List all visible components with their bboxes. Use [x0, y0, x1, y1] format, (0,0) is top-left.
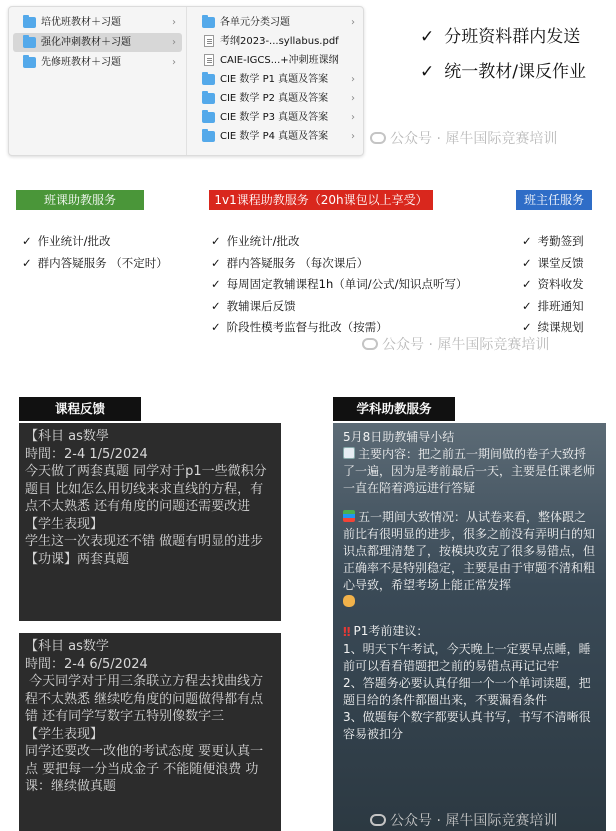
top-check-1 — [420, 22, 580, 47]
course-feedback-header: 课程反馈 — [19, 397, 141, 421]
check-icon: ✓ — [211, 255, 221, 270]
folder-icon — [23, 37, 36, 48]
double-exclamation-icon: ‼ — [343, 625, 351, 639]
one-on-one-service-list — [211, 231, 468, 339]
finder-item-label: 培优班教材＋习题 — [41, 17, 121, 28]
folder-icon — [23, 57, 36, 68]
tutor-chat-message — [333, 423, 606, 831]
chat-line — [343, 446, 596, 497]
chat-line — [343, 429, 596, 446]
service-item-text: 课堂反馈 — [537, 255, 584, 270]
watermark — [362, 334, 549, 354]
folder-icon — [202, 74, 215, 85]
chevron-right-icon: › — [172, 17, 176, 28]
folder-icon — [23, 17, 36, 28]
finder-folder-item[interactable] — [13, 33, 182, 52]
feedback-line: 学生这一次表现还不错 做题有明显的进步 — [25, 534, 264, 549]
chat-line — [343, 709, 596, 743]
finder-item-label: CIE 数学 P2 真题及答案 — [220, 93, 329, 104]
service-list-item — [522, 274, 584, 296]
finder-column-right — [188, 7, 364, 156]
service-list-item — [211, 231, 468, 253]
chat-text: P1考前建议： — [353, 624, 429, 638]
top-check-text: 统一教材/课反作业 — [444, 62, 586, 82]
feedback-line: 時間：2-4 6/5/2024 — [25, 656, 148, 672]
feedback-line: 今天做了两套真题 同学对于p1一些微积分题目 比如怎么用切线来求直线的方程，有点不太熟悉 还有角度的问题还需要改进 — [25, 464, 267, 514]
one-on-one-service-label: 1v1课程助教服务（20h课包以上享受） — [209, 190, 433, 210]
finder-folder-item[interactable] — [13, 13, 182, 32]
book-icon — [343, 447, 355, 459]
check-icon: ✓ — [522, 298, 532, 313]
finder-item-label: 各单元分类习题 — [220, 17, 290, 28]
service-item-text: 教辅课后反馈 — [226, 298, 296, 313]
chat-text: 1、明天下午考试，今天晚上一定要早点睡，睡前可以看看错题把之前的易错点再记记牢 — [343, 642, 591, 673]
chat-line — [343, 594, 596, 611]
check-icon: ✓ — [211, 320, 221, 334]
chevron-right-icon: › — [351, 17, 355, 28]
finder-file-item[interactable] — [192, 51, 361, 70]
books-icon — [343, 510, 355, 522]
folder-icon — [202, 93, 215, 104]
service-item-text: 续课规划 — [537, 320, 584, 334]
chevron-right-icon: › — [351, 74, 355, 85]
watermark — [370, 128, 557, 148]
chat-line — [343, 623, 596, 641]
feedback-line: 同学还要改一改他的考试态度 要更认真一点 要把每一分当成金子 不能随便浪费 功课：继续做真题 — [25, 744, 264, 794]
chat-line — [343, 675, 596, 709]
check-icon: ✓ — [211, 277, 221, 291]
check-icon: ✓ — [522, 277, 532, 291]
finder-folder-item[interactable] — [192, 89, 361, 108]
service-list-item — [211, 296, 468, 318]
service-list-item — [522, 231, 584, 253]
chevron-right-icon: › — [172, 37, 176, 48]
service-item-text: 阶段性模考监督与批改（按需） — [226, 320, 388, 334]
service-item-text: 每周固定教辅课程1h（单词/公式/知识点听写） — [226, 277, 468, 291]
finder-item-label: CIE 数学 P1 真题及答案 — [220, 74, 329, 85]
chat-text: 5月8日助教辅导小结 — [343, 430, 455, 444]
finder-folder-item[interactable] — [192, 108, 361, 127]
feedback-line: 【功课】两套真题 — [25, 551, 130, 567]
feedback-line: 【科目 as数学 — [25, 639, 109, 654]
document-icon — [204, 35, 214, 47]
check-icon: ✓ — [522, 320, 532, 334]
document-icon — [204, 54, 214, 66]
check-icon: ✓ — [420, 27, 435, 47]
service-list-item — [211, 274, 468, 296]
check-icon: ✓ — [211, 298, 221, 313]
service-item-text: 作业统计/批改 — [37, 234, 111, 248]
wechat-icon — [370, 132, 386, 144]
flexed-arm-icon — [343, 595, 355, 607]
watermark-text: 公众号 · 犀牛国际竞赛培训 — [390, 813, 558, 829]
feedback-line: 今天同学对于用三条联立方程去找曲线方程不太熟悉 继续吃角度的问题做得都有点错 还有同学写数字五特别像数字三 — [25, 674, 264, 724]
chat-text: 2、答题务必要认真仔细一个一个单词读题，把题目给的条件都圈出来，不要漏看条件 — [343, 676, 591, 707]
wechat-icon — [362, 338, 378, 350]
service-item-text: 群内答疑服务 （不定时） — [37, 255, 168, 270]
feedback-line: 【学生表现】 — [25, 726, 104, 742]
service-item-text: 排班通知 — [537, 298, 584, 313]
check-icon: ✓ — [420, 62, 435, 82]
finder-file-item[interactable] — [192, 32, 361, 51]
chat-text: 主要内容：把之前五一期间做的卷子大致捋了一遍，因为是考前最后一天，主要是任课老师一直在陪着鸿远进行答疑 — [343, 447, 596, 495]
finder-column-left — [9, 7, 187, 156]
chat-text: 3、做题每个数字都要认真书写，书写不清晰很容易被扣分 — [343, 710, 591, 741]
watermark — [370, 810, 557, 830]
feedback-line: 時間：2-4 1/5/2024 — [25, 446, 148, 462]
finder-window — [8, 6, 364, 156]
service-item-text: 考勤签到 — [537, 234, 584, 248]
feedback-card-2 — [19, 633, 281, 831]
finder-item-label: CAIE-IGCS...+冲刺班课纲 — [220, 55, 339, 66]
feedback-card-1 — [19, 423, 281, 621]
check-icon: ✓ — [522, 234, 532, 248]
service-list-item — [522, 296, 584, 318]
chevron-right-icon: › — [351, 93, 355, 104]
watermark-text: 公众号 · 犀牛国际竞赛培训 — [390, 131, 558, 147]
finder-item-label: CIE 数学 P3 真题及答案 — [220, 112, 329, 123]
service-item-text: 群内答疑服务 （每次课后） — [226, 255, 369, 270]
head-teacher-service-label: 班主任服务 — [516, 190, 592, 210]
feedback-line: 【科目 as数學 — [25, 429, 109, 444]
service-item-text: 资料收发 — [537, 277, 584, 291]
class-service-list — [22, 231, 168, 274]
folder-icon — [202, 17, 215, 28]
spacer — [343, 497, 596, 509]
service-list-item — [522, 253, 584, 275]
subject-tutor-header: 学科助教服务 — [333, 397, 455, 421]
top-check-2 — [420, 57, 586, 82]
check-icon: ✓ — [211, 234, 221, 248]
chevron-right-icon: › — [351, 112, 355, 123]
watermark-text: 公众号 · 犀牛国际竞赛培训 — [382, 337, 550, 353]
head-teacher-service-list — [522, 231, 584, 339]
finder-folder-item[interactable] — [13, 53, 182, 72]
finder-item-label: CIE 数学 P4 真题及答案 — [220, 131, 329, 142]
service-list-item — [22, 231, 168, 253]
chevron-right-icon: › — [172, 57, 176, 68]
spacer — [343, 611, 596, 623]
top-check-text: 分班资料群内发送 — [444, 27, 581, 47]
chat-line — [343, 509, 596, 594]
finder-item-label: 先修班教材＋习题 — [41, 57, 121, 68]
folder-icon — [202, 112, 215, 123]
check-icon: ✓ — [522, 255, 532, 270]
service-list-item — [22, 253, 168, 275]
folder-icon — [202, 131, 215, 142]
service-list-item — [211, 253, 468, 275]
check-icon: ✓ — [22, 255, 32, 270]
service-item-text: 作业统计/批改 — [226, 234, 300, 248]
finder-item-label: 考纲2023-...syllabus.pdf — [220, 36, 339, 47]
wechat-icon — [370, 814, 386, 826]
finder-folder-item[interactable] — [192, 13, 361, 32]
check-icon: ✓ — [22, 234, 32, 248]
class-service-label: 班课助教服务 — [16, 190, 144, 210]
finder-folder-item[interactable] — [192, 127, 361, 146]
chevron-right-icon: › — [351, 131, 355, 142]
feedback-line: 【学生表现】 — [25, 516, 104, 532]
chat-line — [343, 641, 596, 675]
finder-item-label: 强化冲刺教材＋习题 — [41, 37, 131, 48]
chat-text: 五一期间大致情况：从试卷来看，整体跟之前比有很明显的进步，很多之前没有弄明白的知识点都理清楚了，按模块攻克了很多易错点，但正确率不是特别稳定，主要是由于审题不清和粗心导致，希望考场上能正常发挥 — [343, 510, 596, 592]
finder-folder-item[interactable] — [192, 70, 361, 89]
